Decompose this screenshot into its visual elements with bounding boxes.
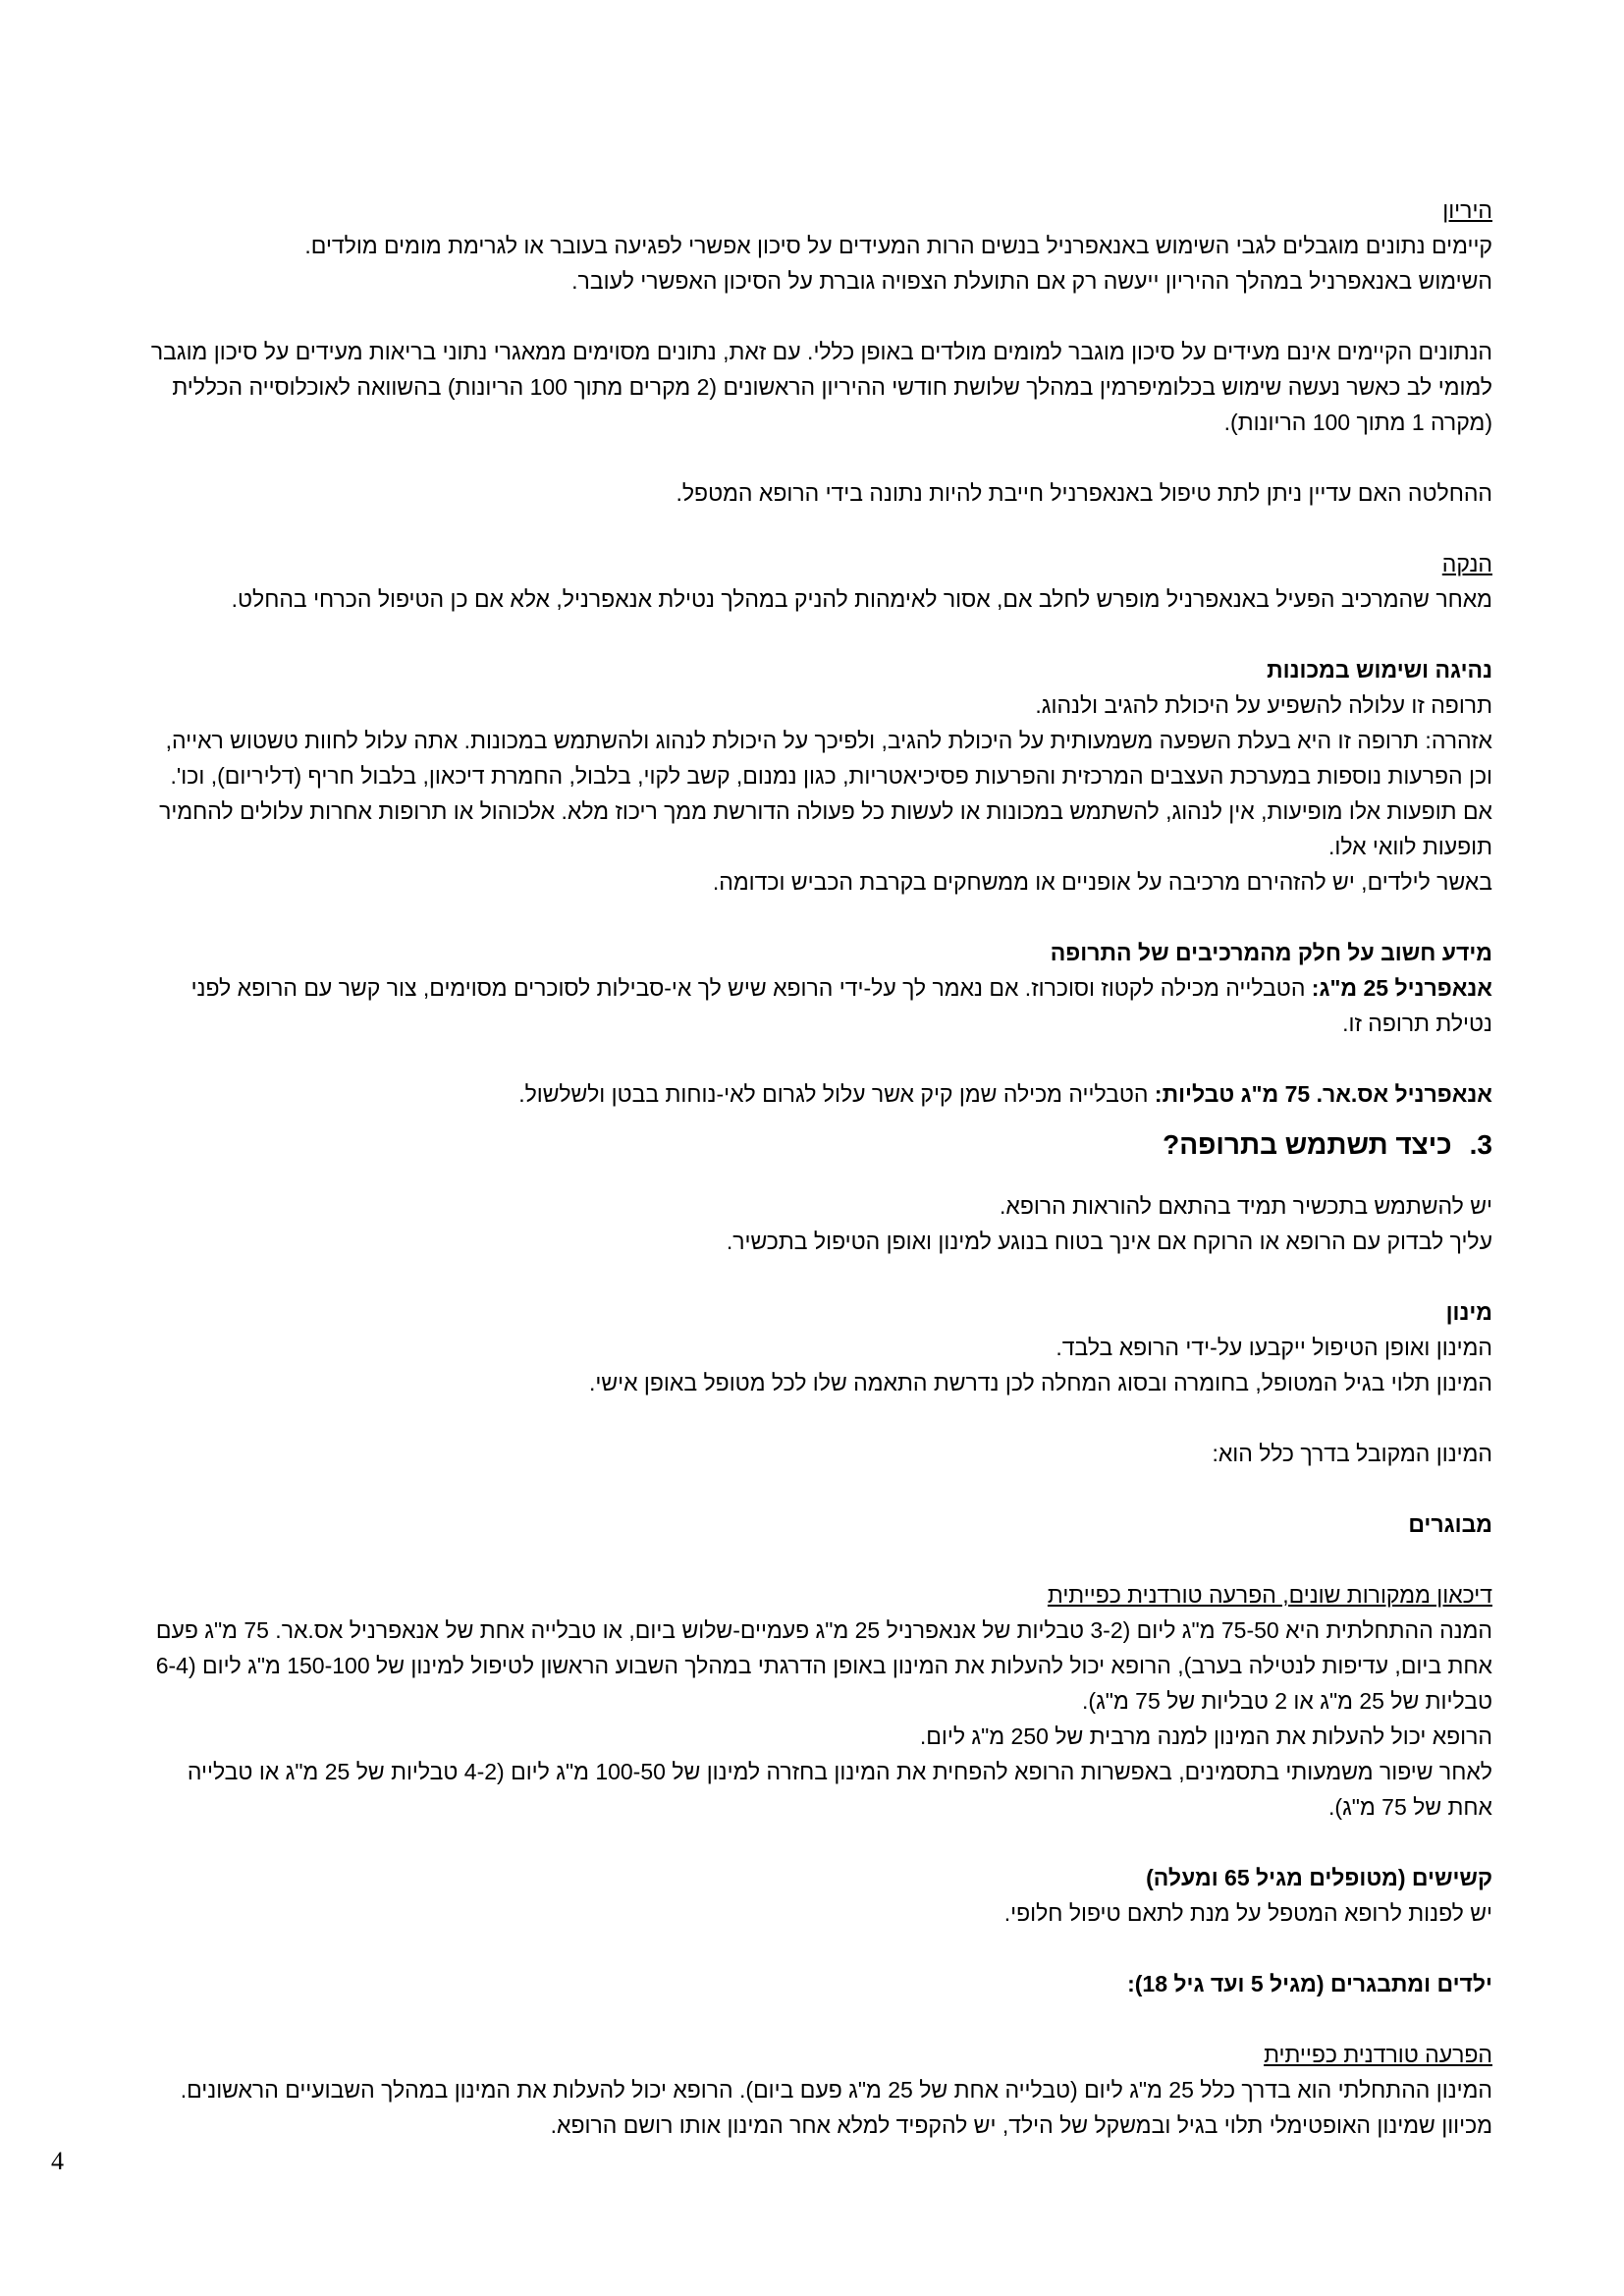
breastfeeding-paragraph: מאחר שהמרכיב הפעיל באנאפרניל מופרש לחלב אם, אסור לאימהות להניק במהלך נטילת אנאפרניל, אלא אם כן הטיפול הכרחי בהחלט. <box>231 586 1492 612</box>
section-title <box>147 1125 1492 1165</box>
dosage-paragraph: המינון תלוי בגיל המטופל, בחומרה ובסוג המחלה לכן נדרשת התאמה שלו לכל מטופל באופן אישי. <box>588 1370 1492 1395</box>
ingredients-heading: מידע חשוב על חלק מהמרכיבים של התרופה <box>1050 940 1492 965</box>
ingredient-item <box>147 1076 1492 1112</box>
adults-heading: מבוגרים <box>1408 1511 1492 1537</box>
pregnancy-paragraph: הנתונים הקיימים אינם מעידים על סיכון מוגבר למומים מולדים באופן כללי. עם זאת, נתונים מסוימים ממאגרי נתוני בריאות מעידים על סיכון מוגבר למומי לב כאשר נעשה שימוש בכלומיפרמין במהלך שלושת חודשי ההיריון הראשונים (2 מקרים מתוך 100 הריונות) בהשוואה לאוכלוסייה הכללית (מקרה 1 מתוך 100 הריונות). <box>150 339 1492 435</box>
children-subheading: הפרעה טורדנית כפייתית <box>1264 2042 1492 2067</box>
ingredient-text: הטבלייה מכילה שמן קיק אשר עלול לגרום לאי-נוחות בבטן ולשלשול. <box>518 1081 1155 1107</box>
adults-paragraph: המנה ההתחלתית היא 75-50 מ"ג ליום (3-2 טבליות של אנאפרניל 25 מ"ג פעמיים-שלוש ביום, או טבלייה אחת של אנאפרניל אס.אר. 75 מ"ג פעם אחת ביום, עדיפות לנטילה בערב), הרופא יכול להעלות את המינון באופן הדרגתי במהלך השבוע הראשון לטיפול למינון של 150-100 מ"ג ליום (6-4 טבליות של 25 מ"ג או 2 טבליות של 75 מ"ג). <box>155 1617 1492 1714</box>
pregnancy-paragraph: ההחלטה האם עדיין ניתן לתת טיפול באנאפרניל חייבת להיות נתונה בידי הרופא המטפל. <box>676 480 1492 506</box>
pregnancy-heading: היריון <box>1442 197 1492 223</box>
pregnancy-paragraph: השימוש באנאפרניל במהלך ההיריון ייעשה רק אם התועלת הצפויה גוברת על הסיכון האפשרי לעובר. <box>571 268 1492 294</box>
page-number: 4 <box>51 2147 64 2175</box>
adults-paragraph: הרופא יכול להעלות את המינון למנה מרבית של 250 מ"ג ליום. <box>919 1723 1492 1749</box>
ingredient-text: הטבלייה מכילה לקטוז וסוכרוז. אם נאמר לך על-ידי הרופא שיש לך אי-סבילות לסוכרים מסוימים, צור קשר עם הרופא לפני נטילת תרופה זו. <box>190 975 1492 1036</box>
elderly-paragraph: יש לפנות לרופא המטפל על מנת לתאם טיפול חלופי. <box>1003 1900 1492 1926</box>
pregnancy-paragraph: קיימים נתונים מוגבלים לגבי השימוש באנאפרניל בנשים הרות המעידים על סיכון אפשרי לפגיעה בעובר או לגרימת מומים מולדים. <box>304 233 1492 258</box>
breastfeeding-heading: הנקה <box>1441 551 1492 576</box>
section-title-text: כיצד תשתמש בתרופה? <box>1163 1129 1452 1160</box>
section-number: 3. <box>1469 1129 1492 1160</box>
driving-heading: נהיגה ושימוש במכונות <box>1267 657 1492 683</box>
document-body <box>147 192 1492 2143</box>
dosage-paragraph: המינון המקובל בדרך כלל הוא: <box>1212 1441 1492 1466</box>
elderly-heading: קשישים (מטופלים מגיל 65 ומעלה) <box>1146 1865 1492 1890</box>
adults-paragraph: לאחר שיפור משמעותי בתסמינים, באפשרות הרופא להפחית את המינון בחזרה למינון של 100-50 מ"ג ליום (4-2 טבליות של 25 מ"ג או טבלייה אחת של 75 מ"ג). <box>187 1759 1492 1820</box>
usage-paragraph: עליך לבדוק עם הרופא או הרוקח אם אינך בטוח בנוגע למינון ואופן הטיפול בתכשיר. <box>726 1229 1492 1254</box>
adults-subheading: דיכאון ממקורות שונים, הפרעה טורדנית כפייתית <box>1047 1582 1492 1608</box>
children-paragraph: המינון ההתחלתי הוא בדרך כלל 25 מ"ג ליום (טבלייה אחת של 25 מ"ג פעם ביום). הרופא יכול להעלות את המינון במהלך השבועיים הראשונים. מכיוון שמינון האופטימלי תלוי בגיל ובמשקל של הילד, יש להקפיד למלא אחר המינון אותו רושם הרופא. <box>180 2077 1492 2138</box>
usage-paragraph: יש להשתמש בתכשיר תמיד בהתאם להוראות הרופא. <box>999 1193 1492 1219</box>
dosage-heading: מינון <box>1445 1299 1492 1325</box>
driving-paragraph: באשר לילדים, יש להזהירם מרכיבה על אופניים או ממשחקים בקרבת הכביש וכדומה. <box>712 869 1492 895</box>
ingredient-label: אנאפרניל 25 מ"ג: <box>1311 975 1492 1001</box>
driving-paragraph: תרופה זו עלולה להשפיע על היכולת להגיב ולנהוג. <box>1035 692 1492 718</box>
driving-warning-paragraph: אזהרה: תרופה זו היא בעלת השפעה משמעותית על היכולת להגיב, ולפיכך על היכולת לנהוג ולהשתמש במכונות. אתה עלול לחוות טשטוש ראייה, וכן הפרעות נוספות במערכת העצבים המרכזית והפרעות פסיכיאטריות, כגון נמנום, קשב לקוי, בלבול, החמרת דיכאון, בלבול חריף (דליריום), וכו'. אם תופעות אלו מופיעות, אין לנהוג, להשתמש במכונות או לעשות כל פעולה הדורשת ממך ריכוז מלא. אלכוהול או תרופות אחרות עלולים להחמיר תופעות לוואי אלו. <box>159 728 1492 859</box>
ingredient-item <box>147 970 1492 1041</box>
children-heading: ילדים ומתבגרים (מגיל 5 ועד גיל 18): <box>1127 1971 1492 1996</box>
ingredient-label: אנאפרניל אס.אר. 75 מ"ג טבליות: <box>1154 1081 1492 1107</box>
dosage-paragraph: המינון ואופן הטיפול ייקבעו על-ידי הרופא בלבד. <box>1056 1335 1492 1360</box>
